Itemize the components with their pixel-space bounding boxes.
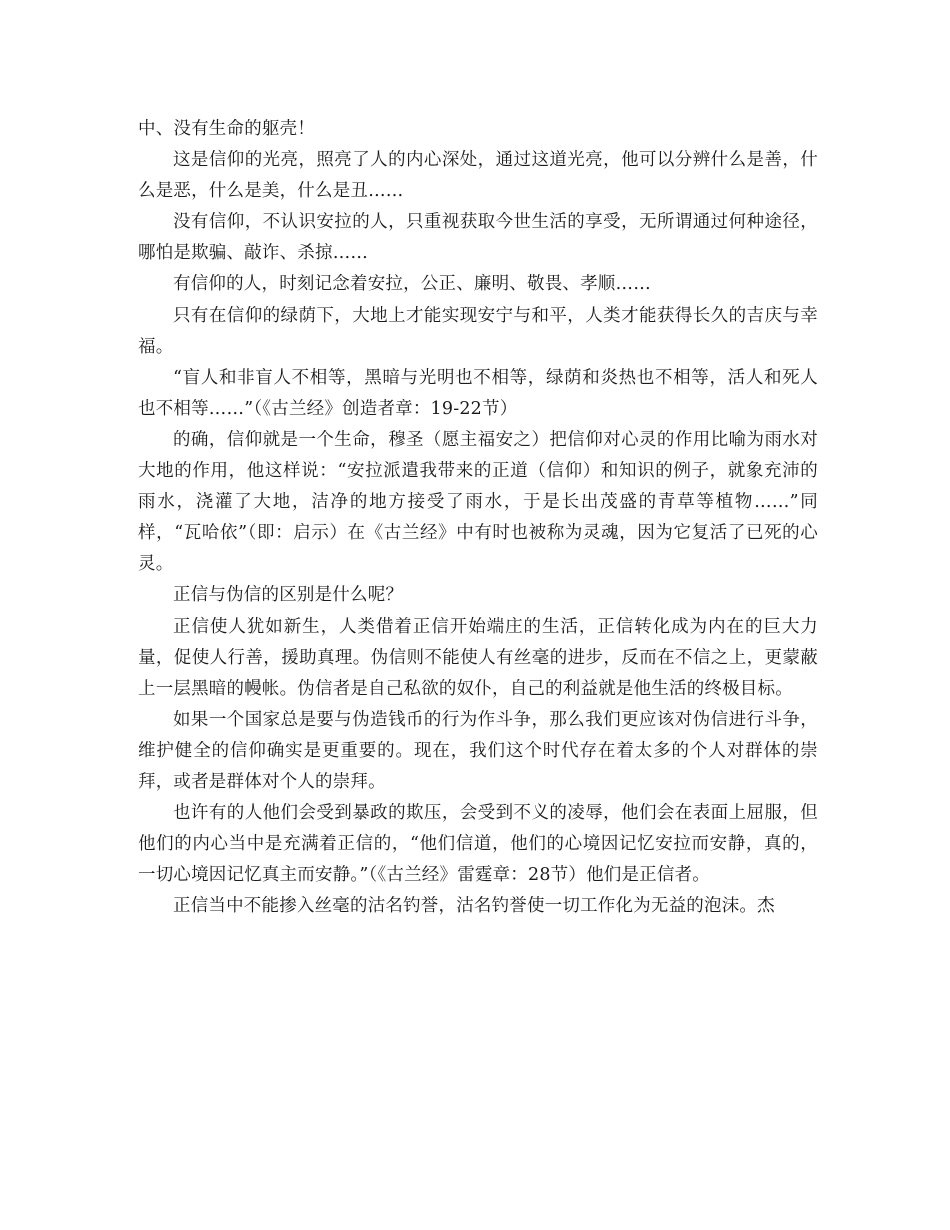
paragraph: 正信当中不能掺入丝毫的沽名钓誉，沽名钓誉使一切工作化为无益的泡沫。杰	[173, 896, 775, 917]
paragraph: 只有在信仰的绿荫下，大地上才能实现安宁与和平，人类才能获得长久的吉庆与幸福。	[138, 305, 818, 357]
paragraph: 正信使人犹如新生，人类借着正信开始端庄的生活，正信转化成为内在的巨大力量，促使人行善，援助真理。伪信则不能使人有丝毫的进步，反而在不信之上，更蒙蔽上一层黑暗的幔帐。伪信者是自己私欲的奴仆，自己的利益就是他生活的终极目标。	[138, 616, 818, 699]
quote-paragraph: “盲人和非盲人不相等，黑暗与光明也不相等，绿荫和炎热也不相等，活人和死人也不相等……”（《古兰经》创造者章：19-22节）	[138, 367, 818, 419]
document-body	[138, 114, 818, 922]
question-paragraph: 正信与伪信的区别是什么呢？	[173, 585, 404, 606]
paragraph: 没有信仰，不认识安拉的人，只重视获取今世生活的享受，无所谓通过何种途径，哪怕是欺骗、敲诈、杀掠……	[138, 212, 818, 264]
paragraph: 的确，信仰就是一个生命，穆圣（愿主福安之）把信仰对心灵的作用比喻为雨水对大地的作用，他这样说：“安拉派遣我带来的正道（信仰）和知识的例子，就象充沛的雨水，浇灌了大地，洁净的地方接受了雨水，于是长出茂盛的青草等植物……”同样，“瓦哈依”（即：启示）在《古兰经》中有时也被称为灵魂，因为它复活了已死的心灵。	[138, 429, 818, 575]
paragraph: 中、没有生命的躯壳！	[138, 119, 315, 139]
paragraph: 如果一个国家总是要与伪造钱币的行为作斗争，那么我们更应该对伪信进行斗争，维护健全的信仰确实是更重要的。现在，我们这个时代存在着太多的个人对群体的崇拜，或者是群体对个人的崇拜。	[138, 709, 818, 792]
paragraph: 这是信仰的光亮，照亮了人的内心深处，通过这道光亮，他可以分辨什么是善，什么是恶，什么是美，什么是丑……	[138, 150, 818, 202]
paragraph: 有信仰的人，时刻记念着安拉，公正、廉明、敬畏、孝顺……	[173, 274, 651, 295]
paragraph: 也许有的人他们会受到暴政的欺压，会受到不义的凌辱，他们会在表面上屈服，但他们的内心当中是充满着正信的，“他们信道，他们的心境因记忆安拉而安静，真的，一切心境因记忆真主而安静。”（《古兰经》雷霆章：28节）他们是正信者。	[138, 803, 818, 886]
